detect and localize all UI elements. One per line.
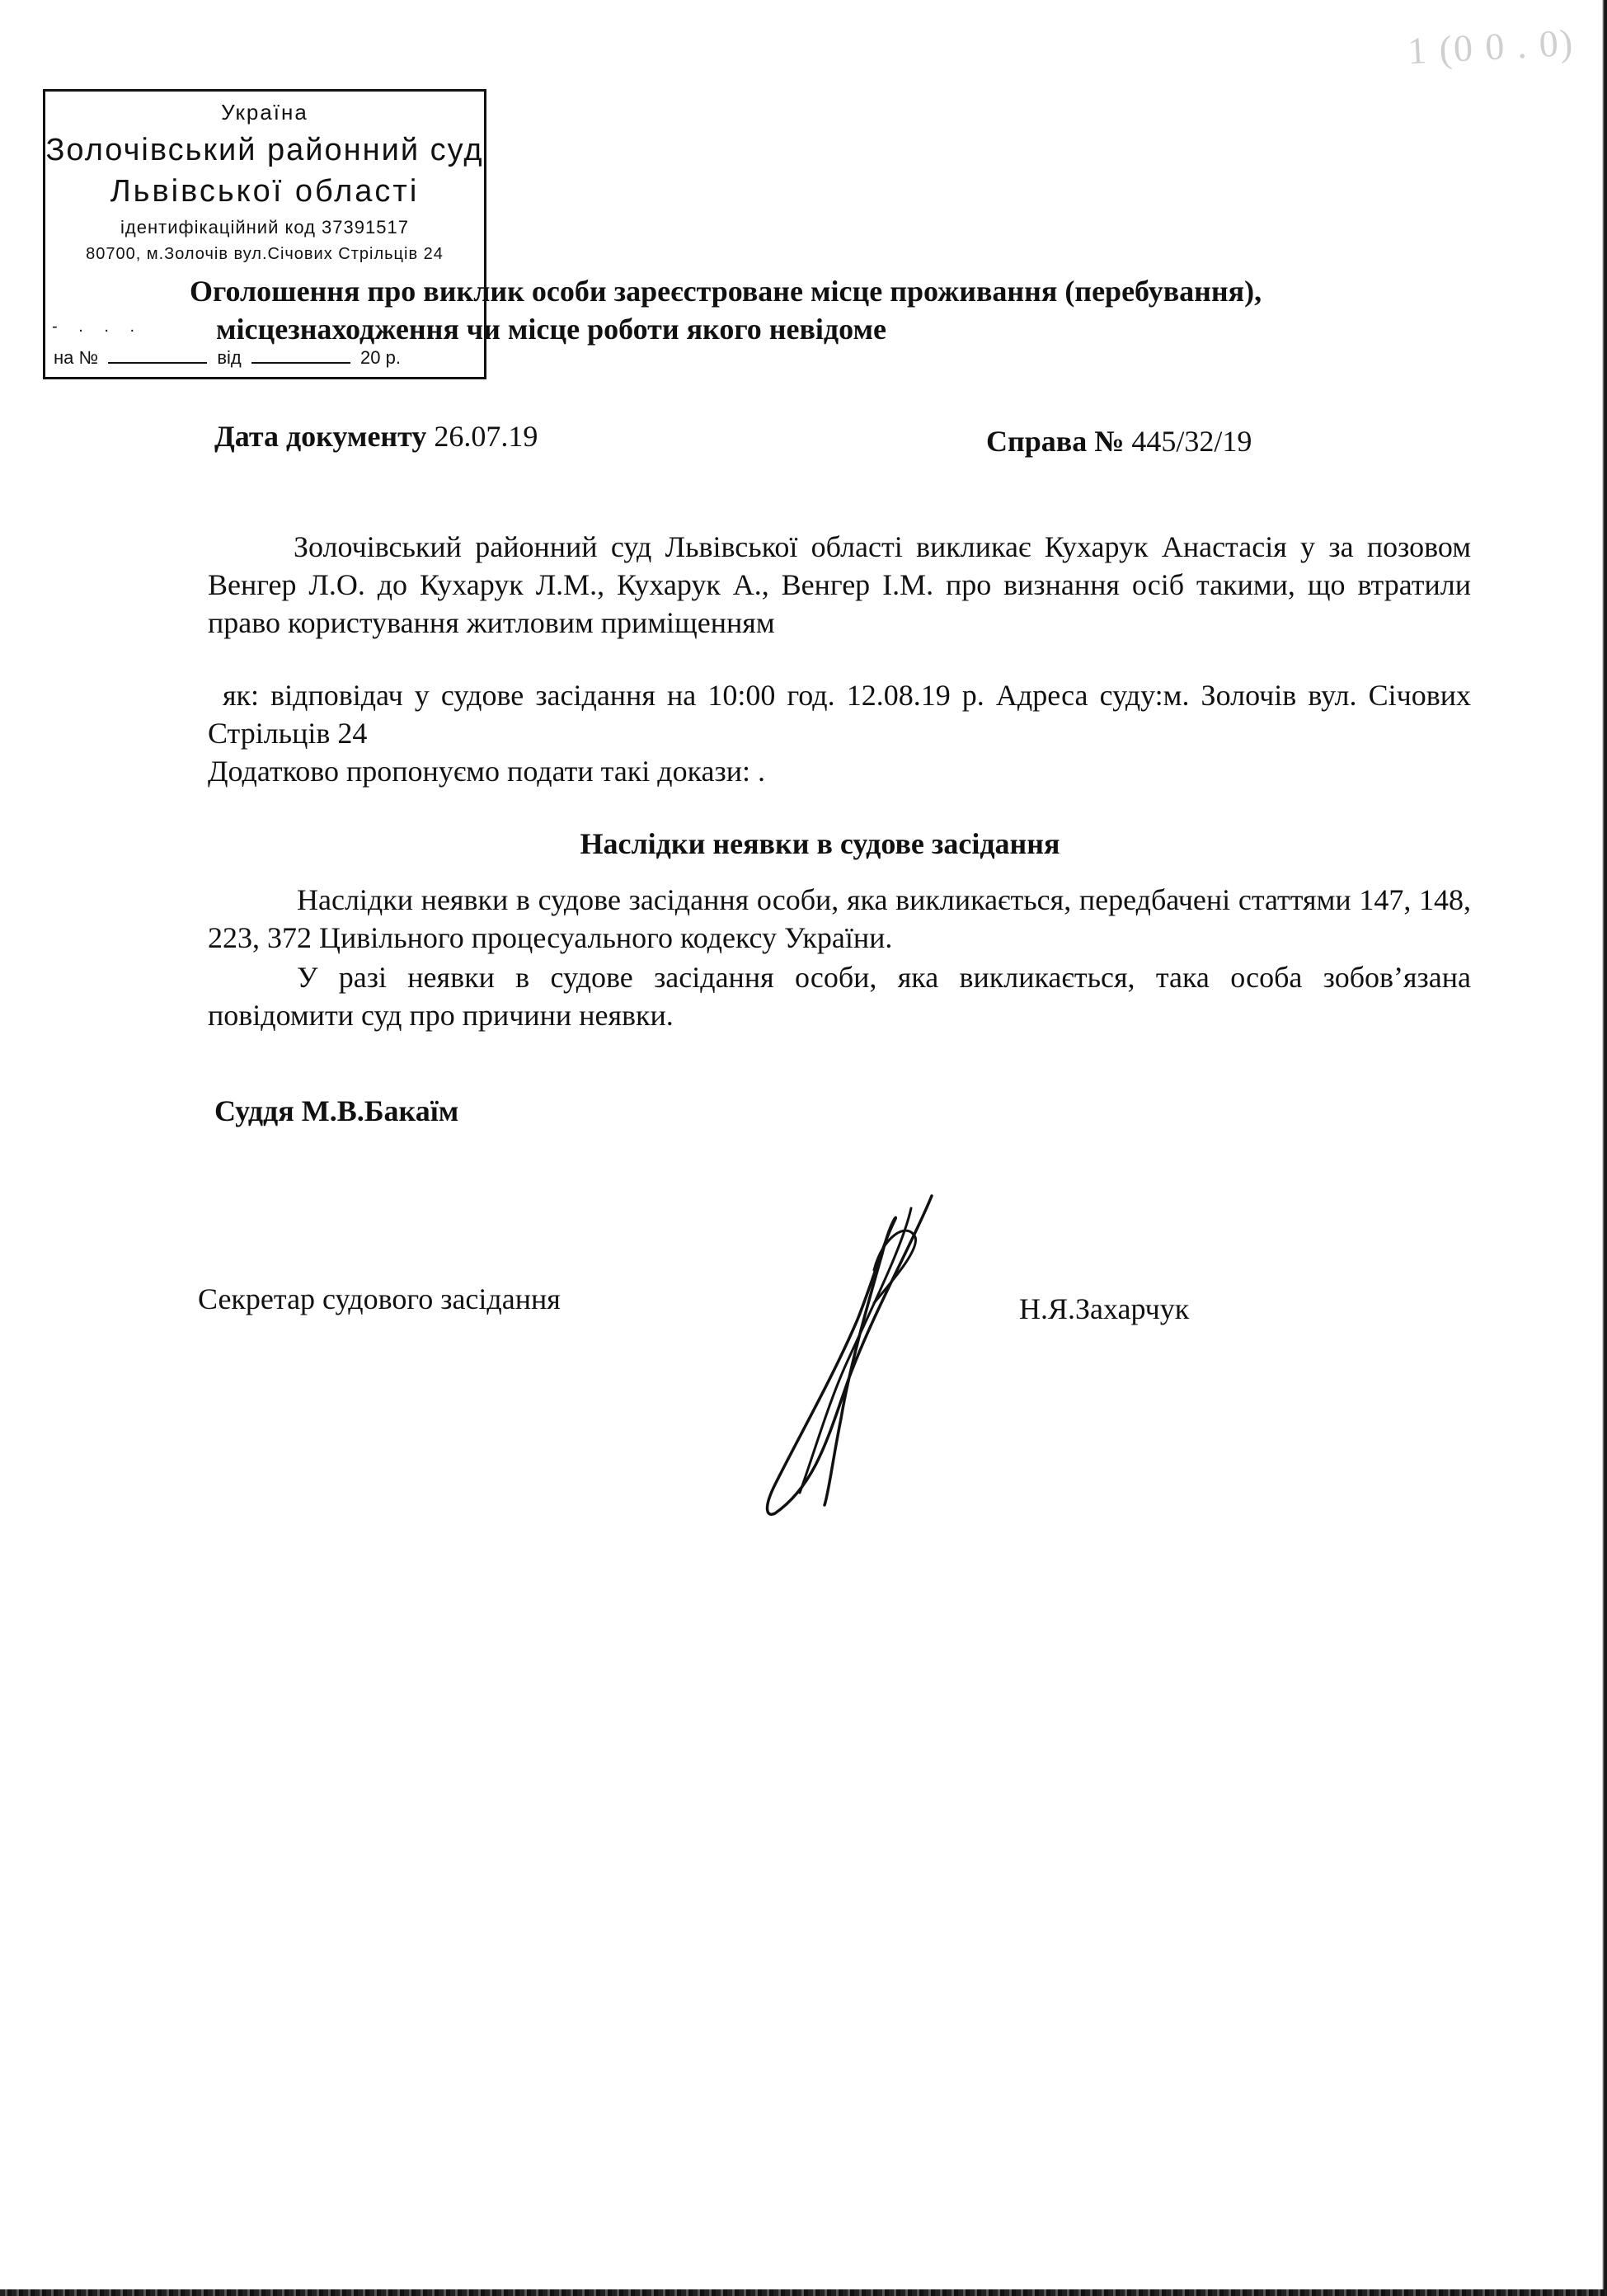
document-date-label: Дата документу: [214, 420, 427, 453]
stamp-id-code: ідентифікаційний код 37391517: [120, 217, 409, 238]
document-date-value: 26.07.19: [434, 420, 538, 453]
page-bottom-edge: [0, 2289, 1607, 2296]
stamp-court-name: Золочівський районний суд: [45, 133, 484, 167]
document-date: [214, 419, 538, 454]
case-number: [986, 424, 1252, 459]
stamp-ref-blank-2: [251, 351, 350, 364]
stamp-ref-blank: [108, 351, 207, 364]
case-number-label: Справа №: [986, 425, 1125, 458]
evidence-paragraph: Додатково пропонуємо подати такі докази: .: [208, 755, 766, 788]
stamp-address: 80700, м.Золочів вул.Січових Стрільців 24: [86, 245, 444, 263]
document-title: [190, 272, 1393, 348]
notification-paragraph: У разі неявки в судове засідання особи, яка викликається, така особа зобов’язана повідомити суд про причини неявки.: [208, 961, 1471, 1032]
judge-name: Суддя М.В.Бакаїм: [214, 1094, 459, 1127]
stamp-reference-line: [54, 347, 401, 369]
stamp-dots: - . . .: [52, 318, 143, 336]
consequences-heading: Наслідки неявки в судове засідання: [580, 827, 1060, 860]
stamp-ref-suffix: 20 р.: [360, 347, 401, 368]
summons-paragraph: Золочівський районний суд Львівської області викликає Кухарук Анастасія у за позовом Венгер Л.О. до Кухарук Л.М., Кухарук А., Венгер І.М. про визнання осіб такими, що втратили право користування житловим приміщенням: [208, 530, 1471, 639]
page-edge: [1602, 0, 1607, 2296]
consequences-paragraph: Наслідки неявки в судове засідання особи, яка викликається, передбачені статтями 147, 148, 223, 372 Цивільного процесуального кодексу України.: [208, 883, 1471, 954]
stamp-country: Україна: [221, 100, 308, 125]
stamp-ref-prefix: на №: [54, 347, 99, 368]
secretary-label: Секретар судового засідання: [198, 1282, 561, 1315]
stamp-region: Львівської області: [110, 174, 420, 209]
corner-mark: 1 (0 0 . 0): [1406, 21, 1576, 73]
hearing-details-paragraph: як: відповідач у судове засідання на 10:00 год. 12.08.19 р. Адреса суду:м. Золочів вул. Січових Стрільців 24: [208, 679, 1471, 750]
handwritten-signature: [750, 1188, 965, 1517]
title-line-2: місцезнаходження чи місце роботи якого невідоме: [216, 313, 886, 346]
title-line-1: Оголошення про виклик особи зареєстроване місце проживання (перебування),: [190, 275, 1262, 308]
secretary-name: Н.Я.Захарчук: [1019, 1292, 1190, 1325]
case-number-value: 445/32/19: [1131, 425, 1252, 458]
stamp-ref-mid: від: [217, 347, 242, 368]
